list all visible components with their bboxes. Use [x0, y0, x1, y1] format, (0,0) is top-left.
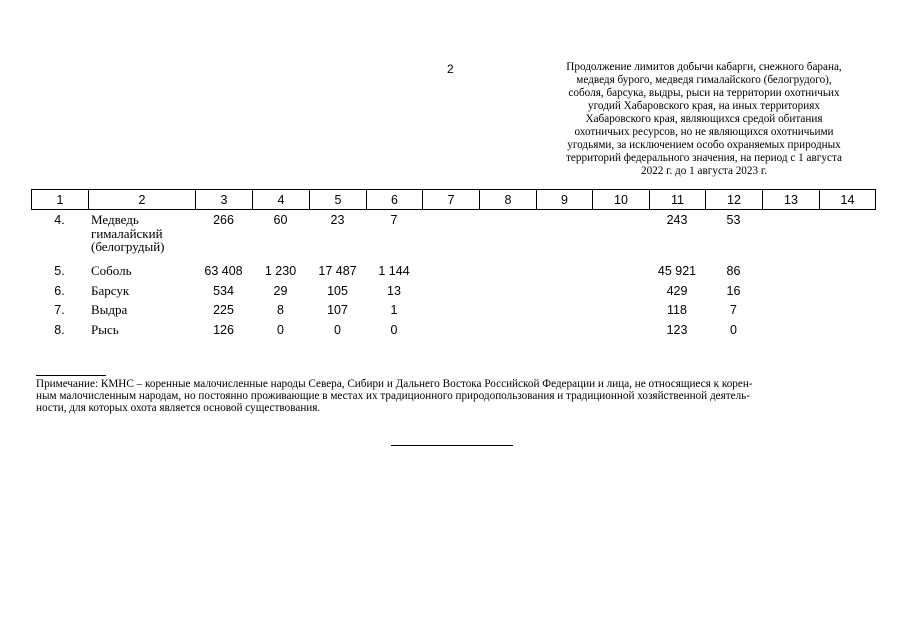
column-header: 3	[196, 190, 253, 210]
table-cell	[762, 301, 819, 321]
table-cell	[422, 262, 479, 282]
footnote-line: Примечание: КМНС – коренные малочисленные народы Севера, Сибири и Дальнего Востока Российской Федерации и лица, не относящиеся к корен-	[36, 378, 753, 390]
table-cell: 0	[390, 322, 398, 337]
header-row	[32, 190, 876, 210]
column-header: 9	[537, 190, 593, 210]
table-cell	[536, 321, 592, 341]
table-cell: 118	[667, 303, 687, 317]
heading-line: Хабаровского края, являющихся средой обитания	[585, 113, 823, 125]
column-header: 10	[593, 190, 650, 210]
species-name: Соболь	[91, 263, 132, 278]
column-number-header	[31, 189, 876, 210]
column-header: 7	[423, 190, 480, 210]
limits-table	[31, 211, 875, 340]
table-cell: 105	[327, 283, 348, 298]
table-cell: 7	[730, 303, 737, 317]
heading-line: медведя бурого, медведя гималайского (белогрудого),	[576, 74, 832, 86]
species-name: Выдра	[91, 302, 128, 317]
table-cell	[592, 282, 649, 302]
table-cell	[819, 262, 875, 282]
table-cell: 126	[213, 322, 234, 337]
column-header: 1	[32, 190, 89, 210]
table-cell	[819, 211, 875, 262]
table-cell	[762, 321, 819, 341]
species-name: Рысь	[91, 321, 119, 337]
row-number: 5.	[54, 264, 65, 278]
table-cell: 8	[277, 303, 284, 317]
table-cell: 123	[666, 322, 688, 337]
heading-line: соболя, барсука, выдры, рыси на территории охотничьих	[568, 87, 840, 99]
table-row	[31, 321, 875, 341]
table-row	[31, 262, 875, 282]
table-cell: 17 487	[318, 264, 357, 278]
table-cell: 1	[390, 303, 398, 317]
table-cell	[479, 262, 536, 282]
table-cell	[592, 211, 649, 262]
table-cell	[536, 282, 592, 302]
table-cell	[479, 211, 536, 262]
table-cell	[762, 262, 819, 282]
footnote-separator	[36, 375, 106, 376]
table-cell	[819, 321, 875, 341]
table-cell: 0	[730, 322, 737, 337]
table-cell	[592, 301, 649, 321]
row-number: 8.	[54, 322, 65, 337]
heading-line: угодий Хабаровского края, на иных территориях	[588, 100, 820, 112]
table-cell	[762, 282, 819, 302]
table-cell	[422, 211, 479, 262]
table-row	[31, 211, 875, 262]
table-cell: 16	[726, 283, 741, 298]
heading-line: охотничьих ресурсов, но не являющихся охотничьими	[574, 126, 834, 138]
table-cell: 23	[330, 213, 345, 227]
table-cell: 13	[387, 283, 401, 298]
table-row	[31, 301, 875, 321]
heading-line: угодьями, за исключением особо охраняемых природных	[567, 139, 841, 151]
row-number: 4.	[54, 213, 65, 227]
table-cell: 60	[273, 213, 288, 227]
column-header: 5	[310, 190, 367, 210]
column-header: 13	[763, 190, 820, 210]
table-cell: 0	[334, 322, 341, 337]
row-number: 6.	[54, 283, 65, 298]
column-header: 8	[480, 190, 537, 210]
heading-line: 2022 г. до 1 августа 2023 г.	[640, 165, 768, 177]
table-cell: 429	[666, 283, 688, 298]
table-cell: 53	[726, 213, 741, 227]
species-name: Барсук	[91, 282, 130, 298]
table-cell	[479, 282, 536, 302]
table-cell	[536, 262, 592, 282]
table-row	[31, 282, 875, 302]
heading-line: Продолжение лимитов добычи кабарги, снежного барана,	[566, 61, 842, 73]
table-cell	[536, 211, 592, 262]
table-cell	[819, 301, 875, 321]
end-divider	[391, 445, 513, 446]
column-header: 4	[253, 190, 310, 210]
table-cell	[479, 301, 536, 321]
table-cell: 63 408	[204, 264, 243, 278]
species-name: Медведь гималайский (белогрудый)	[91, 212, 165, 254]
footnote-line: ным малочисленным народам, но постоянно проживающие в местах их традиционного природопользования и традиционной хозяйственной деятель-	[36, 390, 751, 402]
table-cell	[479, 321, 536, 341]
column-header: 11	[650, 190, 706, 210]
column-header: 12	[706, 190, 763, 210]
table-cell	[422, 301, 479, 321]
table-cell	[819, 282, 875, 302]
table-cell: 266	[213, 213, 234, 227]
table-cell	[422, 282, 479, 302]
footnote	[36, 378, 868, 414]
footnote-line: ности, для которых охота является основой существования.	[36, 402, 321, 414]
table-cell	[592, 262, 649, 282]
table-cell: 225	[213, 303, 234, 317]
row-number: 7.	[54, 303, 65, 317]
table-cell: 107	[327, 303, 348, 317]
table-cell	[762, 211, 819, 262]
table-cell	[536, 301, 592, 321]
table-cell: 1 144	[378, 264, 410, 278]
column-header: 14	[820, 190, 876, 210]
table-cell: 1 230	[264, 264, 297, 278]
heading-line: территорий федерального значения, на период с 1 августа	[566, 152, 842, 164]
column-header: 6	[367, 190, 423, 210]
table-cell: 534	[213, 283, 234, 298]
table-cell: 29	[273, 283, 288, 298]
table-heading	[538, 61, 870, 178]
table-cell: 45 921	[657, 264, 697, 278]
table-cell	[422, 321, 479, 341]
table-cell: 7	[390, 213, 398, 227]
table-cell	[592, 321, 649, 341]
column-header: 2	[89, 190, 196, 210]
page-number: 2	[447, 62, 454, 76]
table-cell: 86	[726, 264, 741, 278]
table-cell: 243	[666, 213, 688, 227]
table-cell: 0	[277, 322, 284, 337]
